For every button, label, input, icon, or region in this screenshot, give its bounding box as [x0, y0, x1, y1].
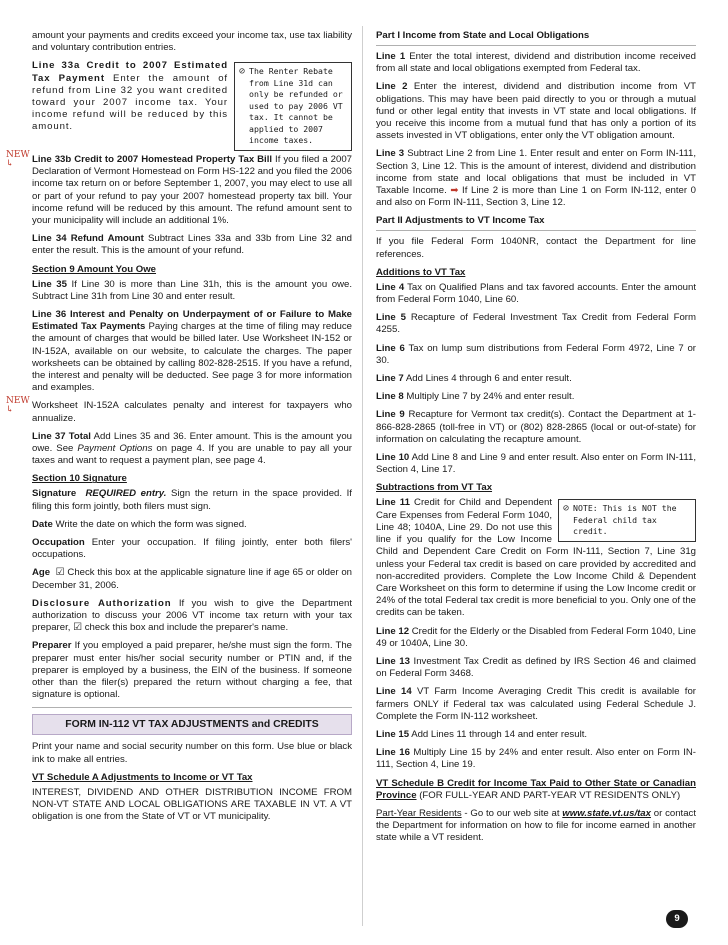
checkbox-icon: ☑: [55, 567, 65, 579]
line-14: Line 14 VT Farm Income Averaging Credit This credit is available for farmers ONLY if Federal tax was calculated using Federal Schedule J. Complete the Form IN-112 worksheet.: [376, 686, 696, 722]
line-9: Line 9 Recapture for Vermont tax credit(s). Contact the Department at 1-866-828-2865 (toll-free in VT) or (802) 828-2865 (local or out-of-state) for information on calculating the recapture amount.: [376, 409, 696, 445]
column-divider: [362, 26, 363, 926]
line-1: Line 1 Enter the total interest, dividend and distribution income received from all state and local obligations exempted from Federal tax.: [376, 51, 696, 75]
line-37: Line 37 Total Add Lines 35 and 36. Enter amount. This is the amount you owe. See Payment Options on page 4. If you are unable to pay all your taxes and want to request a payment plan, see page 4.: [32, 430, 353, 467]
line-3: Line 3 Subtract Line 2 from Line 1. Enter result and enter on Form IN-111, Section 3, Line 12. This is the amount of interest, dividend and distribution income from state and local obligations that must be included in VT Taxable Income. ➡ If Line 2 is more than Line 1 on Form IN-112, enter 0 and also on Form IN-111, Section 3, Line 12.: [376, 148, 696, 209]
left-column: [6, 30, 353, 829]
arrow-icon: ➡: [450, 185, 459, 197]
pin-icon: ⊘: [239, 66, 246, 78]
website-link[interactable]: www.state.vt.us/tax: [562, 807, 651, 819]
line-10: Line 10 Add Line 8 and Line 9 and enter result. Also enter on Form IN-111, Section 4, Line 17.: [376, 452, 696, 476]
line-36: Line 36 Interest and Penalty on Underpayment of or Failure to Make Estimated Tax Payments Paying charges at the time of filing may reduce the amount of charges that would be billed later. Use Worksheet IN-152 or IN-152A, available on our website, to calculate the charges. The paper worksheets can be obtained by calling 802-828-2515. If you have a refund, the interest and penalty will be deducted. See page 3 for more information and examples.: [32, 308, 353, 394]
line-4: Line 4 Tax on Qualified Plans and tax favored accounts. Enter the amount from Federal Form 1040, Line 60.: [376, 281, 696, 306]
part-1-rule: [376, 45, 696, 46]
subtractions-heading: Subtractions from VT Tax: [376, 482, 493, 494]
separator-line: [32, 707, 352, 708]
line-12: Line 12 Credit for the Elderly or the Disabled from Federal Form 1040, Line 49 or 1040A, Line 30.: [376, 625, 696, 649]
print-name-instruction: Print your name and social security number on this form. Use blue or black ink to make all entries.: [32, 741, 352, 765]
line-5: Line 5 Recapture of Federal Investment Tax Credit from Federal Form 4255.: [376, 312, 696, 336]
section-9-heading: Section 9 Amount You Owe: [32, 263, 157, 275]
date-text: Date Write the date on which the form was signed.: [32, 518, 247, 530]
line-8: Line 8 Multiply Line 7 by 24% and enter result.: [376, 391, 575, 403]
line-15: Line 15 Add Lines 11 through 14 and enter result.: [376, 728, 588, 740]
interest-text: INTEREST, DIVIDEND AND OTHER DISTRIBUTION INCOME FROM NON-VT STATE AND LOCAL OBLIGATIONS ARE TAXABLE IN VT. A VT obligation is one from the State of VT or VT municipality.: [32, 786, 352, 823]
line-7: Line 7 Add Lines 4 through 6 and enter result.: [376, 373, 572, 385]
additions-heading: Additions to VT Tax: [376, 266, 466, 278]
intro-text: amount your payments and credits exceed your income tax, use tax liability and voluntary contribution entries.: [32, 30, 352, 54]
child-credit-note: ⊘ NOTE: This is NOT the Federal child tax credit.: [558, 499, 696, 542]
part-2-rule: [376, 230, 696, 231]
signature-text: Signature REQUIRED entry. Sign the return in the space provided. If filing this form jointly, both filers must sign.: [32, 488, 352, 512]
schedule-a-heading: VT Schedule A Adjustments to Income or VT Tax: [32, 771, 253, 783]
right-column: [376, 30, 696, 851]
section-10-heading: Section 10 Signature: [32, 473, 127, 485]
part-1-heading: Part I Income from State and Local Obligations: [376, 30, 590, 41]
new-marker-2: NEW ↳: [6, 396, 30, 416]
line-33b: Line 33b Credit to 2007 Homestead Property Tax Bill If you filed a 2007 Declaration of Vermont Homestead on Form HS-122 and you filed the 2006 income tax return on or before September 1, 2007, you may elect to use all or part of your refund to pay your 2007 homestead property tax bill. Your income refund will be reduced by this amount. The refund amount sent to your municipality will include an additional 1%.: [32, 153, 352, 226]
preparer-text: Preparer If you employed a paid preparer, he/she must sign the form. The preparer must enter his/her social security number or PTIN and, if the preparer is employed by a business, the EIN of the business. If someone other than the filer(s) prepared the return without charging a fee, that signature is optional.: [32, 640, 352, 701]
line-33a: Line 33a Credit to 2007 Estimated Tax Payment Enter the amount of refund from Line 32 you want credited toward your 2007 income tax. Your income refund will be reduced by this amount.: [32, 60, 228, 133]
line-34: Line 34 Refund Amount Subtract Lines 33a and 33b from Line 32 and enter the result. This is the amount of your refund.: [32, 233, 352, 257]
renter-rebate-note: ⊘ The Renter Rebate from Line 31d can only be refunded or used to pay 2006 VT tax. It cannot be applied to 2007 income taxes.: [234, 62, 352, 151]
occupation-text: Occupation Enter your occupation. If filing jointly, enter both filers' occupations.: [32, 536, 352, 561]
page-number: 9: [666, 910, 688, 928]
line-16: Line 16 Multiply Line 15 by 24% and enter result. Also enter on Form IN-111, Section 4, Line 19.: [376, 747, 697, 771]
part-2-heading: Part II Adjustments to VT Income Tax: [376, 215, 545, 227]
pin-icon-2: ⊘: [563, 503, 570, 515]
worksheet-note: Worksheet IN-152A calculates penalty and interest for taxpayers who annualize.: [32, 400, 352, 424]
line-13: Line 13 Investment Tax Credit as defined by IRS Section 46 and claimed on Federal Form 3468.: [376, 655, 696, 680]
form-title-banner: FORM IN-112 VT TAX ADJUSTMENTS and CREDITS: [32, 714, 352, 735]
new-marker: NEW ↳: [6, 149, 30, 169]
nonresident-note: If you file Federal Form 1040NR, contact the Department for line references.: [376, 236, 696, 260]
age-text: Age ☑ Check this box at the applicable signature line if age 65 or older on December 31, 2006.: [32, 567, 352, 591]
line-11: Line 11 Credit for Child and Dependent Care Expenses from Federal Form 1040, Line 48; 1040A, Line 29. Do not use this line if you qualify for the Low Income Child and Dependent Care Credit on Form IN-111, Section 7, Line 31g unless your Federal tax credit is based on care provided by accredited and non-accredited providers. Complete the Low Income Child & Dependent Care Worksheet on this form to determine if using the Low Income credit or 24% of the total Federal tax credit is more beneficial to you. Only one of the credits can be taken.: [376, 497, 696, 619]
disclosure-text: Disclosure Authorization If you wish to give the Department authorization to discuss your 2006 VT income tax return with your tax preparer, ☑ check this box and include the preparer's name.: [32, 597, 352, 634]
line-35: Line 35 If Line 30 is more than Line 31h, this is the amount you owe. Subtract Line 31h from Line 30 and enter result.: [32, 278, 353, 302]
schedule-b: VT Schedule B Credit for Income Tax Paid to Other State or Canadian Province (FOR FULL-YEAR AND PART-YEAR VT RESIDENTS ONLY): [376, 777, 696, 801]
part-year-residents: Part-Year Residents - Go to our web site at www.state.vt.us/tax or contact the Department for information on how to file for income earned in another state while a VT resident.: [376, 807, 697, 844]
line-6: Line 6 Tax on lump sum distributions from Federal Form 4972, Line 7 or 30.: [376, 342, 696, 366]
line-2: Line 2 Enter the interest, dividend and distribution income from VT obligations. This may have been paid directly to you or through a mutual fund or other legal entity that invests in VT state and local obligations. If you receive this income from a mutual fund that has only a portion of its assets invested in VT obligations, enter only the VT obligation amount.: [376, 81, 696, 142]
checkbox-icon-2: ☑: [73, 622, 83, 634]
